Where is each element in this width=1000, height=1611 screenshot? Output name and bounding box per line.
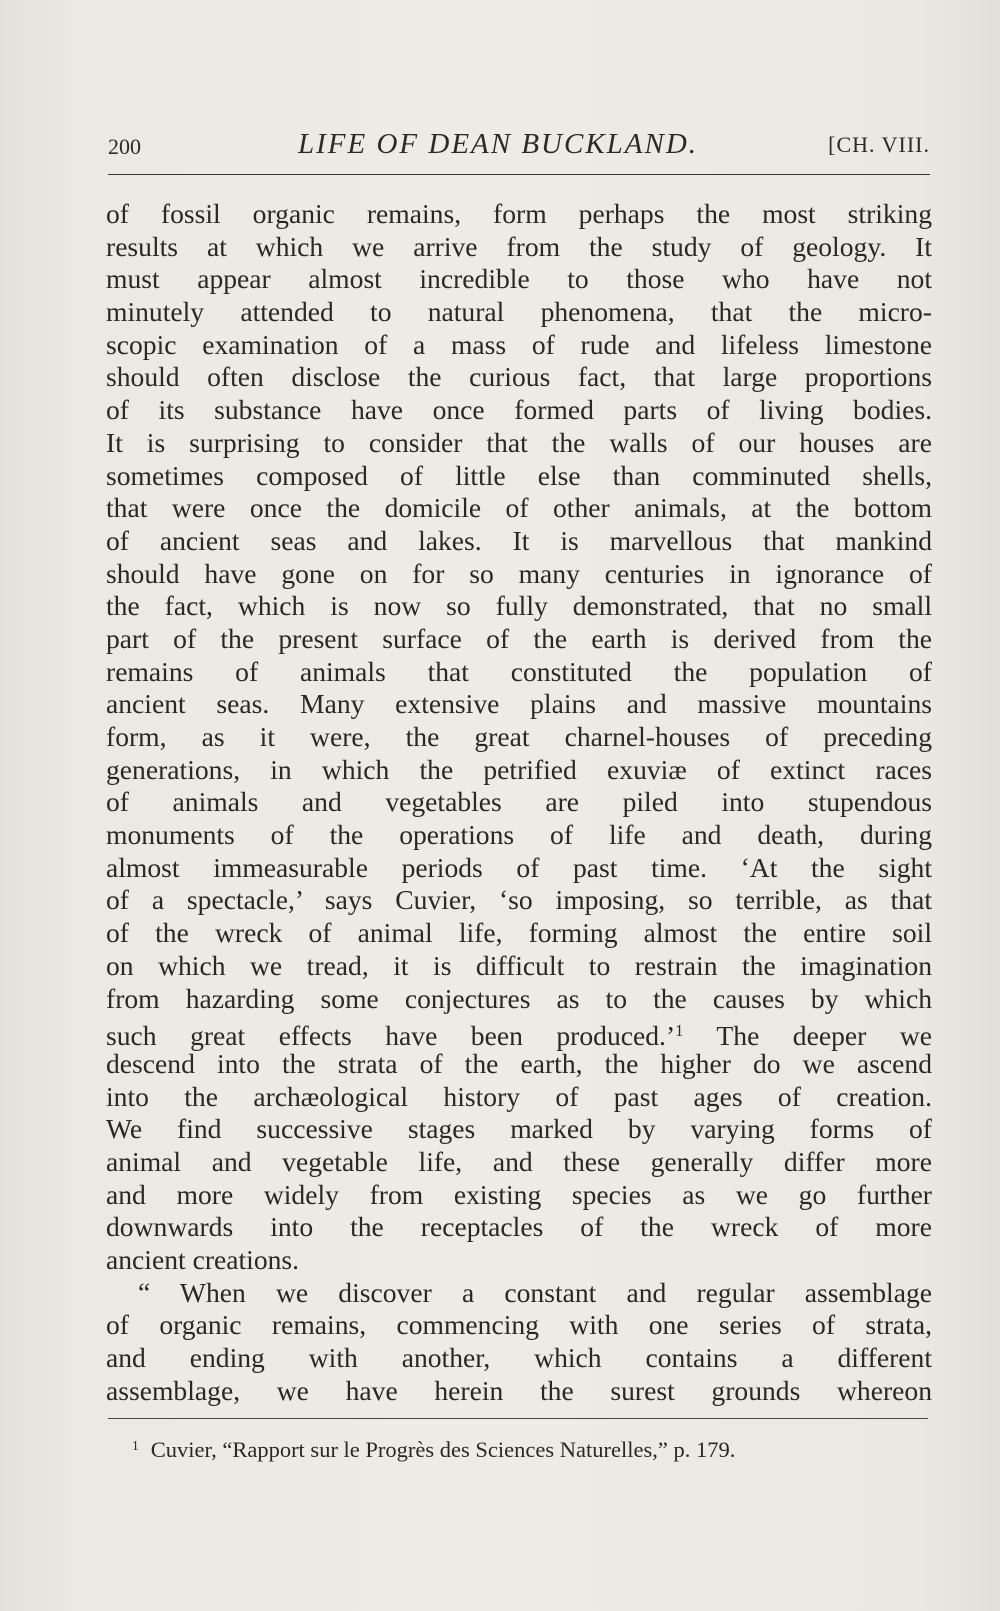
- page-number: 200: [108, 134, 141, 159]
- text-line: of its substance have once formed parts of living bodies.: [106, 394, 932, 426]
- footnote-rule: [108, 1418, 928, 1419]
- text-line: scopic examination of a mass of rude and lifeless limestone: [106, 328, 932, 360]
- text-line: results at which we arrive from the study of geology. It: [106, 230, 932, 262]
- text-line: and ending with another, which contains a different: [106, 1342, 932, 1374]
- text-line: of the wreck of animal life, forming almost the entire soil: [106, 917, 932, 949]
- text-line: form, as it were, the great charnel-houses of preceding: [106, 721, 932, 752]
- text-line: almost immeasurable periods of past time. ‘At the sight: [106, 851, 932, 883]
- text-line: ancient seas. Many extensive plains and massive mountains: [106, 688, 932, 720]
- body-text: [106, 198, 932, 1407]
- text-line: should have gone on for so many centuries in ignorance of: [106, 557, 932, 589]
- text-line-with-footnote-ref: [106, 1015, 932, 1052]
- text-line: of a spectacle,’ says Cuvier, ‘so imposing, so terrible, as that: [106, 884, 932, 916]
- page-header: [108, 128, 930, 168]
- text-line: It is surprising to consider that the walls of our houses are: [106, 426, 932, 458]
- paragraph-start-line: “ When we discover a constant and regular assemblage: [138, 1276, 932, 1308]
- text-line: minutely attended to natural phenomena, that the micro-: [106, 296, 932, 328]
- footnote: [132, 1437, 735, 1463]
- header-rule: [108, 174, 930, 175]
- text-line: generations, in which the petrified exuviæ of extinct races: [106, 753, 932, 785]
- text-line: on which we tread, it is difficult to restrain the imagination: [106, 949, 932, 981]
- text-line: must appear almost incredible to those who have not: [106, 263, 932, 295]
- text-line: from hazarding some conjectures as to the causes by which: [106, 982, 932, 1014]
- text-line: of animals and vegetables are piled into stupendous: [106, 786, 932, 818]
- text-line: assemblage, we have herein the surest grounds whereon: [106, 1374, 932, 1406]
- running-title: LIFE OF DEAN BUCKLAND.: [298, 128, 699, 160]
- text-line: and more widely from existing species as we go further: [106, 1178, 932, 1210]
- footnote-reference: 1: [675, 1021, 684, 1041]
- chapter-label: [CH. VIII.: [828, 132, 930, 157]
- text-line: of fossil organic remains, form perhaps the most striking: [106, 198, 932, 229]
- text-line: of organic remains, commencing with one series of strata,: [106, 1309, 932, 1341]
- text-line: that were once the domicile of other animals, at the bottom: [106, 492, 932, 524]
- footnote-text: Cuvier, “Rapport sur le Progrès des Sciences Naturelles,” p. 179.: [150, 1437, 736, 1462]
- text-line: into the archæological history of past ages of creation.: [106, 1080, 932, 1112]
- text-line: remains of animals that constituted the population of: [106, 655, 932, 687]
- text-line: sometimes composed of little else than comminuted shells,: [106, 459, 932, 491]
- footnote-marker: 1: [132, 1437, 139, 1453]
- text-segment: The deeper we: [683, 1020, 932, 1052]
- text-line: should often disclose the curious fact, that large proportions: [106, 361, 932, 393]
- paragraph-end-line: ancient creations.: [106, 1244, 300, 1275]
- text-line: downwards into the receptacles of the wreck of more: [106, 1211, 932, 1243]
- text-line: descend into the strata of the earth, the higher do we ascend: [106, 1047, 932, 1079]
- text-line: of ancient seas and lakes. It is marvellous that mankind: [106, 524, 932, 556]
- text-line: the fact, which is now so fully demonstrated, that no small: [106, 590, 932, 622]
- text-line: animal and vegetable life, and these generally differ more: [106, 1145, 932, 1177]
- text-line: We find successive stages marked by varying forms of: [106, 1113, 932, 1145]
- text-line: monuments of the operations of life and death, during: [106, 819, 932, 851]
- text-line: part of the present surface of the earth is derived from the: [106, 622, 932, 654]
- text-segment: such great effects have been produced.’: [106, 1020, 676, 1052]
